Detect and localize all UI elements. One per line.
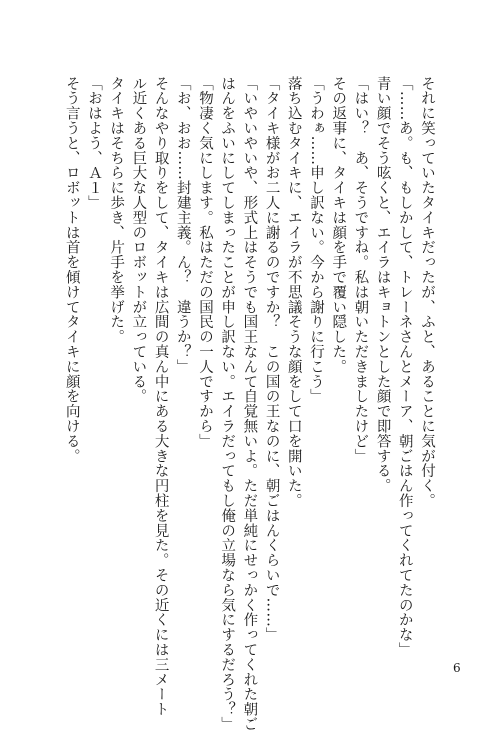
text-line: 「いやいやいや、形式上はそうでも国王なんて自覚無いよ。ただ単純にせっかく作ってくれた朝ご [241, 76, 258, 732]
text-line: 落ち込むタイキに、エイラが不思議そうな顔をして口を開いた。 [285, 76, 302, 509]
text-line: そう言うと、ロボットは首を傾けてタイキに顔を向ける。 [63, 76, 80, 464]
text-line: そんなやり取りをして、タイキは広間の真ん中にある大きな円柱を見た。その近くには三メート [152, 76, 169, 717]
text-line: ル近くある巨大な人型のロボットが立っている。 [130, 76, 147, 404]
text-line: 「はい？ あ、そうですね。私は朝いただきましたけど」 [352, 76, 369, 464]
text-line: 「……あ。も、もしかして、トレーネさんとメーア、朝ごはん作ってくれてたのかな」 [396, 76, 413, 658]
text-line: それに笑っていたタイキだったが、ふと、あることに気が付く。 [419, 76, 435, 509]
text-line: その返事に、タイキは顔を手で覆い隠した。 [330, 76, 347, 374]
text-line: 「タイキ様がお二人に謝るのですか？ この国の王なのに、朝ごはんくらいで……」 [263, 76, 280, 643]
text-line: 「物凄く気にします。私はただの国民の一人ですから」 [196, 76, 213, 449]
page-number: 6 [453, 661, 461, 675]
text-line: タイキはそちらに歩き、片手を挙げた。 [108, 76, 125, 345]
vertical-text-block [61, 76, 438, 732]
text-line: 「おはよう、Ａ１」 [85, 76, 102, 211]
text-line: 「うわぁ……申し訳ない。今から謝りに行こう」 [307, 76, 324, 404]
text-line: 「お、おお……封建主義。ん？ 違うか？」 [174, 76, 191, 374]
text-line: はんをふいにしてしまったことが申し訳ない。エイラだってもし俺の立場なら気にするだろう？」 [219, 76, 236, 732]
text-line: 青い顔でそう呟くと、エイラはキョトンとした顔で即答する。 [374, 76, 391, 494]
